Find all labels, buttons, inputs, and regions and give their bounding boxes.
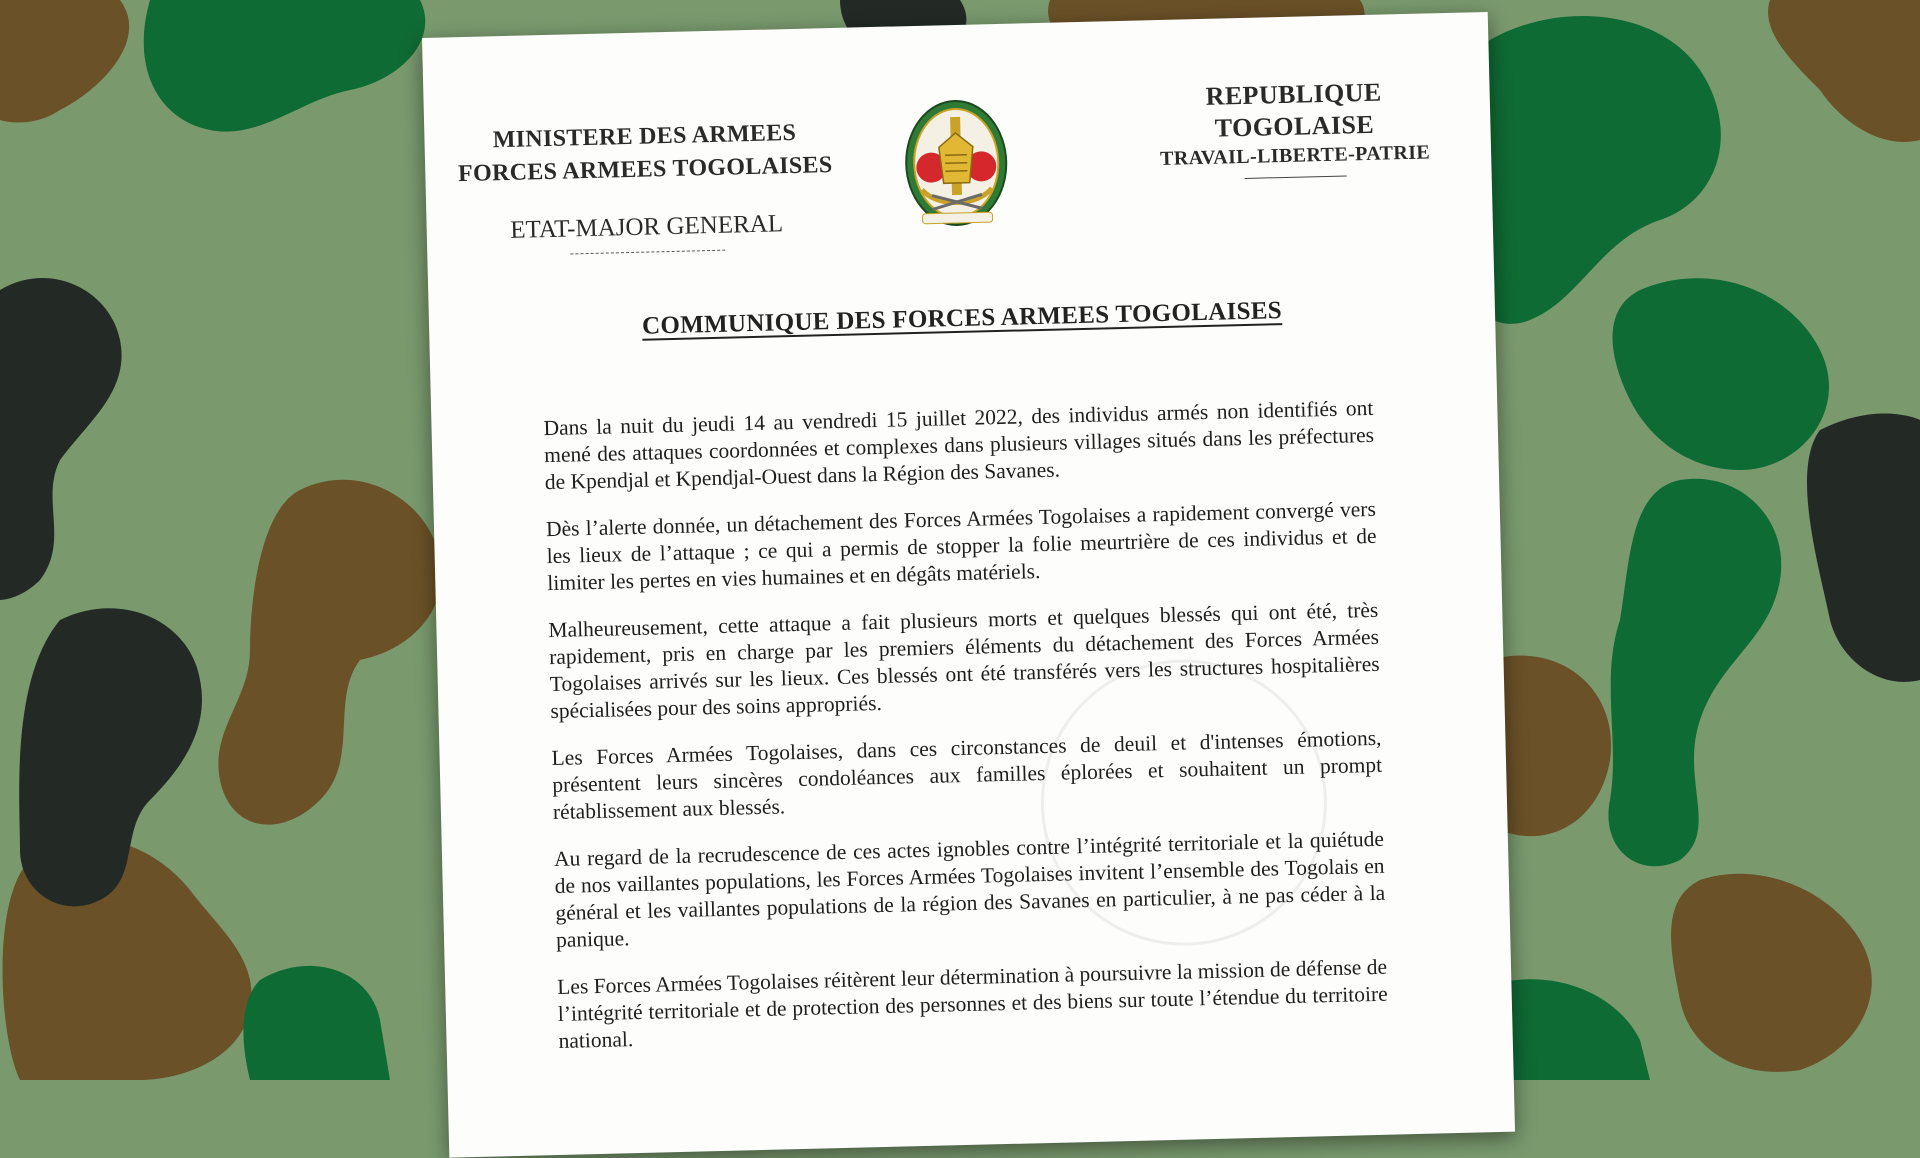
paragraph: Les Forces Armées Togolaises, dans ces circonstances de deuil et d'intenses émotions, présentent leurs sincères condoléances aux familles éplorées et souhaitent un prompt rétablissement aux blessés.: [551, 725, 1383, 825]
communique-title: COMMUNIQUE DES FORCES ARMEES TOGOLAISES: [641, 297, 1283, 340]
forces-name: FORCES ARMEES TOGOLAISES: [457, 152, 833, 188]
issuer-header: [454, 116, 837, 257]
country-name: REPUBLIQUE TOGOLAISE: [1205, 77, 1382, 143]
paragraph: Les Forces Armées Togolaises réitèrent leur détermination à poursuivre la mission de défense de l’intégrité territoriale et de protection des personnes et des biens sur toute l’étendue du territoire national.: [556, 954, 1388, 1053]
underline-rule: [1245, 175, 1347, 178]
communique-body: [543, 395, 1389, 1075]
communique-document: [422, 12, 1515, 1158]
dashed-rule: [570, 250, 725, 255]
paragraph: Dès l’alerte donnée, un détachement des Forces Armées Togolaises a rapidement convergé vers les lieux de l’attaque ; ce qui a permis de stopper la folie meurtrière de ces individus et de limiter les pertes en vies humaines et en dégâts matériels.: [545, 496, 1377, 596]
crest-emblem-icon: [900, 96, 1013, 239]
paragraph: Dans la nuit du jeudi 14 au vendredi 15 juillet 2022, des individus armés non identifiés ont mené des attaques coordonnées et complexes dans plusieurs villages situés dans les préfectures de Kpendjal et Kpendjal-Ouest dans la Région des Savanes.: [543, 395, 1375, 495]
ministry-name: MINISTERE DES ARMEES: [492, 119, 797, 154]
republic-header: [1123, 75, 1465, 182]
paragraph: Au regard de la recrudescence de ces actes ignobles contre l’intégrité territoriale et la quiétude de nos vaillantes populations, les Forces Armées Togolaises invitent l’ensemble des Togolais en général et les vaillantes populations de la région des Savanes en particulier, à ne pas céder à la panique.: [553, 826, 1386, 952]
paragraph: Malheureusement, cette attaque a fait plusieurs morts et quelques blessés qui ont été, très rapidement, pris en charge par les premiers éléments du détachement des Forces Armées Togolaises arrivés sur les lieux. Ces blessés ont été transférés vers les structures hospitalières spécialisées pour des soins appropriés.: [548, 597, 1380, 724]
national-motto: TRAVAIL-LIBERTE-PATRIE: [1159, 141, 1431, 170]
general-staff: ETAT-MAJOR GENERAL: [510, 210, 784, 244]
